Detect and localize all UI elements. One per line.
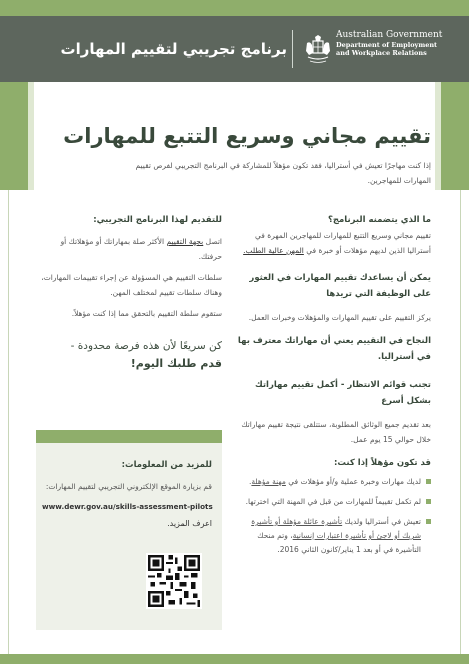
more-info-text: قم بزيارة الموقع الإلكتروني التجريبي لتقييم المهارات: (45, 482, 212, 491)
right-margin-line (460, 190, 461, 664)
gov-name: Australian Government (336, 30, 443, 40)
section-text: بعد تقديم جميع الوثائق المطلوبة، ستتلقى نتيجة تقييم مهاراتك خلال حوالي 15 يوم عمل. (241, 420, 431, 444)
department-line-1: Department of Employment (336, 41, 438, 49)
header-divider (292, 30, 293, 68)
text-span: ، وتم منحك التأشيرة في أو بعد 1 يناير/كانون الثاني 2016. (257, 531, 421, 554)
qr-code-icon[interactable] (146, 553, 202, 609)
eligible-occupation-link[interactable]: مهنة مؤهلة (251, 477, 286, 486)
assessing-authority-link[interactable]: بجهة التقييم (166, 237, 204, 246)
page-header (0, 16, 469, 82)
list-item (231, 515, 431, 557)
government-branding (336, 30, 464, 57)
coat-of-arms-icon (304, 29, 332, 69)
department-line-2: and Workplace Relations (336, 49, 427, 57)
text-span: اتصل (203, 237, 222, 246)
text-span: لديك مهارات وخبرة عملية و/أو مؤهلات في (285, 477, 421, 486)
list-item (231, 475, 431, 489)
eligibility-list (231, 475, 431, 557)
intro-text: إذا كنت مهاجرًا تعيش في أستراليا، فقد تكون مؤهلاً للمشاركة في البرنامج التجريبي لفرص تقييم المهارات للمهاجرين. (135, 161, 431, 185)
section-heading: النجاح في التقييم يعني أن مهاراتك معترف بها في أستراليا. (237, 336, 431, 362)
high-demand-occupations-link[interactable]: المهن عالية الطلب. (243, 246, 304, 255)
text-span: الأكثر صلة بمهاراتك أو مؤهلاتك أو حرفتك. (60, 237, 222, 261)
right-column (231, 212, 431, 563)
left-column (36, 212, 222, 373)
website-link[interactable]: www.dewr.gov.au/skills-assessment-pilots (42, 502, 213, 511)
section-text: ستقوم سلطة التقييم بالتحقق مما إذا كنت مؤهلاً. (71, 309, 222, 318)
page-title: تقييم مجاني وسريع التتبع للمهارات (63, 124, 431, 148)
section-heading: تجنب قوائم الانتظار - أكمل تقييم مهاراتك بشكل أسرع (254, 380, 431, 406)
eligible-visa-link[interactable]: تأشيرة عائلة مؤهلة أو تأشيرة شريك أو لاجئ أو تأشيرة اعتبارات إنسانية (251, 517, 421, 540)
section-heading: قد تكون مؤهلاً إذا كنت: (334, 458, 431, 468)
section-text (36, 234, 222, 264)
text-span: تعيش في أستراليا ولديك (342, 517, 421, 526)
left-accent-band (0, 82, 34, 190)
text-span: . (249, 477, 252, 486)
more-info-box (36, 430, 222, 630)
more-info-heading: للمزيد من المعلومات: (121, 460, 212, 470)
left-margin-line (8, 190, 9, 664)
section-text: يركز التقييم على تقييم المهارات والمؤهلات وخبرات العمل. (248, 313, 431, 322)
header-title: برنامج تجريبي لتقييم المهارات (60, 40, 287, 58)
call-to-action-line-2: قدم طلبك اليوم! (130, 357, 222, 370)
section-text (231, 228, 431, 258)
right-accent-band (435, 82, 469, 190)
more-info-content (42, 457, 212, 528)
section-text: سلطات التقييم هي المسؤولة عن إجراء تقييمات المهارات، وهناك سلطات تقييم لمختلف المهن. (41, 273, 222, 297)
text-span: تقييم مجاني وسريع التتبع للمهارات للمهاجرين المهرة في أستراليا الذين لديهم مؤهلات أو خبرة في (255, 231, 431, 255)
section-heading: ما الذي يتضمنه البرنامج؟ (327, 215, 431, 225)
top-accent-band (0, 0, 469, 16)
section-heading: للتقديم لهذا البرنامج التجريبي: (93, 215, 222, 225)
section-heading: يمكن أن يساعدك تقييم المهارات في العثور على الوظيفة التي تريدها (249, 273, 431, 299)
call-to-action-line-1: كن سريعًا لأن هذه فرصة محدودة - (70, 340, 222, 352)
bottom-accent-band (0, 654, 469, 664)
list-item: لم تكمل تقييماً للمهارات من قبل في المهنة التي اخترتها. (231, 495, 431, 509)
learn-more-text: اعرف المزيد. (167, 519, 212, 528)
